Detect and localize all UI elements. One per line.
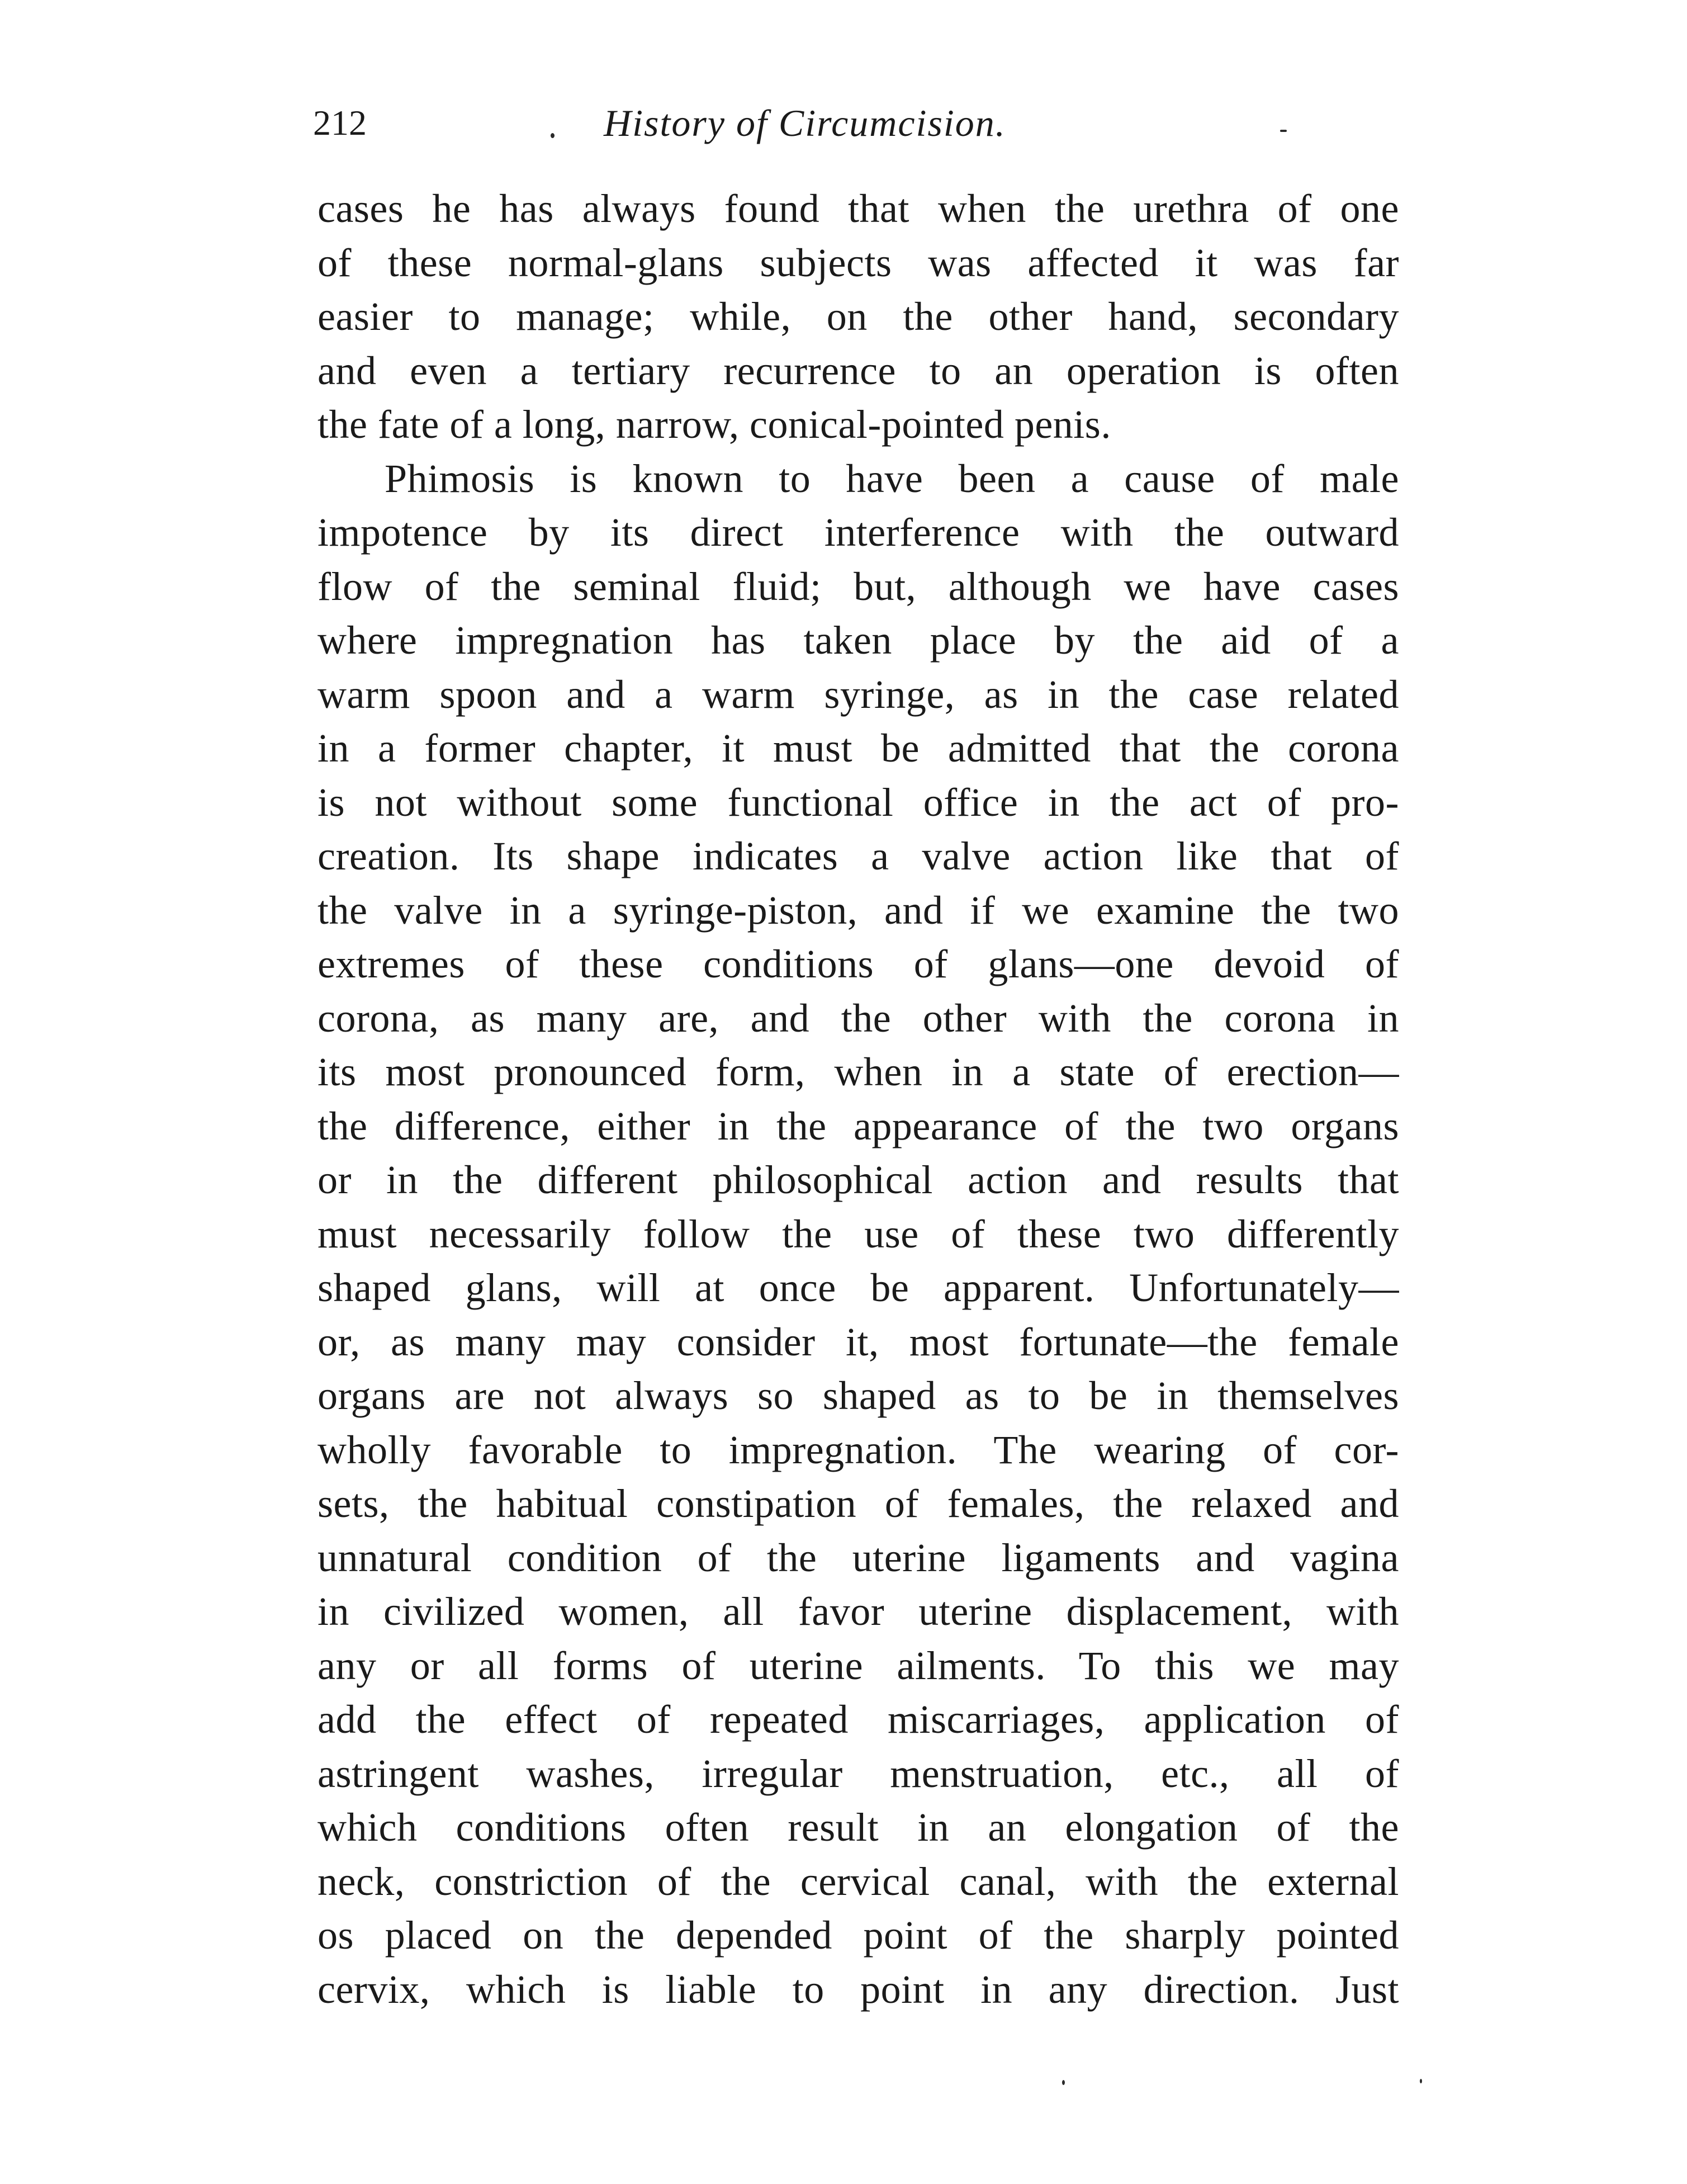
- text-line: corona, as many are, and the other with the corona in: [318, 995, 1399, 1041]
- text-line: where impregnation has taken place by the aid of a: [318, 618, 1399, 663]
- text-line: or, as many may consider it, most fortunate—the female: [318, 1319, 1399, 1364]
- text-line: flow of the seminal fluid; but, although we have cases: [318, 564, 1399, 609]
- text-line: extremes of these conditions of glans—one devoid of: [318, 942, 1399, 986]
- text-line: of these normal-glans subjects was affected it was far: [318, 240, 1399, 285]
- text-line: and even a tertiary recurrence to an operation is often: [318, 348, 1399, 393]
- ink-speck: [1420, 2079, 1422, 2083]
- text-line: easier to manage; while, on the other hand, secondary: [318, 294, 1399, 339]
- running-title: History of Circumcision.: [604, 102, 1006, 144]
- text-line: in a former chapter, it must be admitted that the corona: [318, 726, 1399, 770]
- text-line: astringent washes, irregular menstruation, etc., all of: [318, 1751, 1399, 1796]
- text-line: the fate of a long, narrow, conical-pointed penis.: [318, 402, 1111, 447]
- text-line: add the effect of repeated miscarriages, application of: [318, 1697, 1399, 1742]
- text-line: wholly favorable to impregnation. The wearing of cor-: [318, 1427, 1399, 1472]
- text-line: unnatural condition of the uterine ligaments and vagina: [318, 1535, 1399, 1580]
- text-line: shaped glans, will at once be apparent. Unfortunately—: [318, 1265, 1399, 1310]
- running-head: [313, 89, 1397, 157]
- text-line: the valve in a syringe-piston, and if we examine the two: [318, 887, 1399, 933]
- text-line: warm spoon and a warm syringe, as in the case related: [318, 672, 1399, 717]
- text-line: creation. Its shape indicates a valve action like that of: [318, 834, 1399, 878]
- text-line: is not without some functional office in the act of pro-: [318, 779, 1399, 825]
- text-line: sets, the habitual constipation of females, the relaxed and: [318, 1481, 1399, 1526]
- ink-speck: [1062, 2080, 1065, 2085]
- text-line: any or all forms of uterine ailments. To this we may: [318, 1643, 1399, 1688]
- text-line: or in the different philosophical action and results that: [318, 1157, 1399, 1202]
- text-line: impotence by its direct interference with the outward: [318, 510, 1399, 555]
- text-line: os placed on the depended point of the sharply pointed: [318, 1913, 1399, 1958]
- text-line: must necessarily follow the use of these two differently: [318, 1211, 1399, 1256]
- text-line: the difference, either in the appearance of the two organs: [318, 1103, 1399, 1148]
- text-line: cases he has always found that when the urethra of one: [318, 186, 1399, 231]
- ink-speck: [551, 133, 555, 138]
- text-line: cervix, which is liable to point in any direction. Just: [318, 1966, 1399, 2012]
- body-text: [318, 182, 1399, 2016]
- text-line: neck, constriction of the cervical canal, with the external: [318, 1859, 1399, 1904]
- text-line: organs are not always so shaped as to be in themselves: [318, 1373, 1399, 1418]
- text-line: in civilized women, all favor uterine displacement, with: [318, 1589, 1399, 1634]
- ink-speck: [1280, 130, 1287, 132]
- text-line: its most pronounced form, when in a state of erection—: [318, 1050, 1399, 1094]
- text-line: which conditions often result in an elongation of the: [318, 1805, 1399, 1850]
- page-number: 212: [313, 103, 367, 143]
- paragraph-first-line: Phimosis is known to have been a cause of male: [385, 456, 1399, 501]
